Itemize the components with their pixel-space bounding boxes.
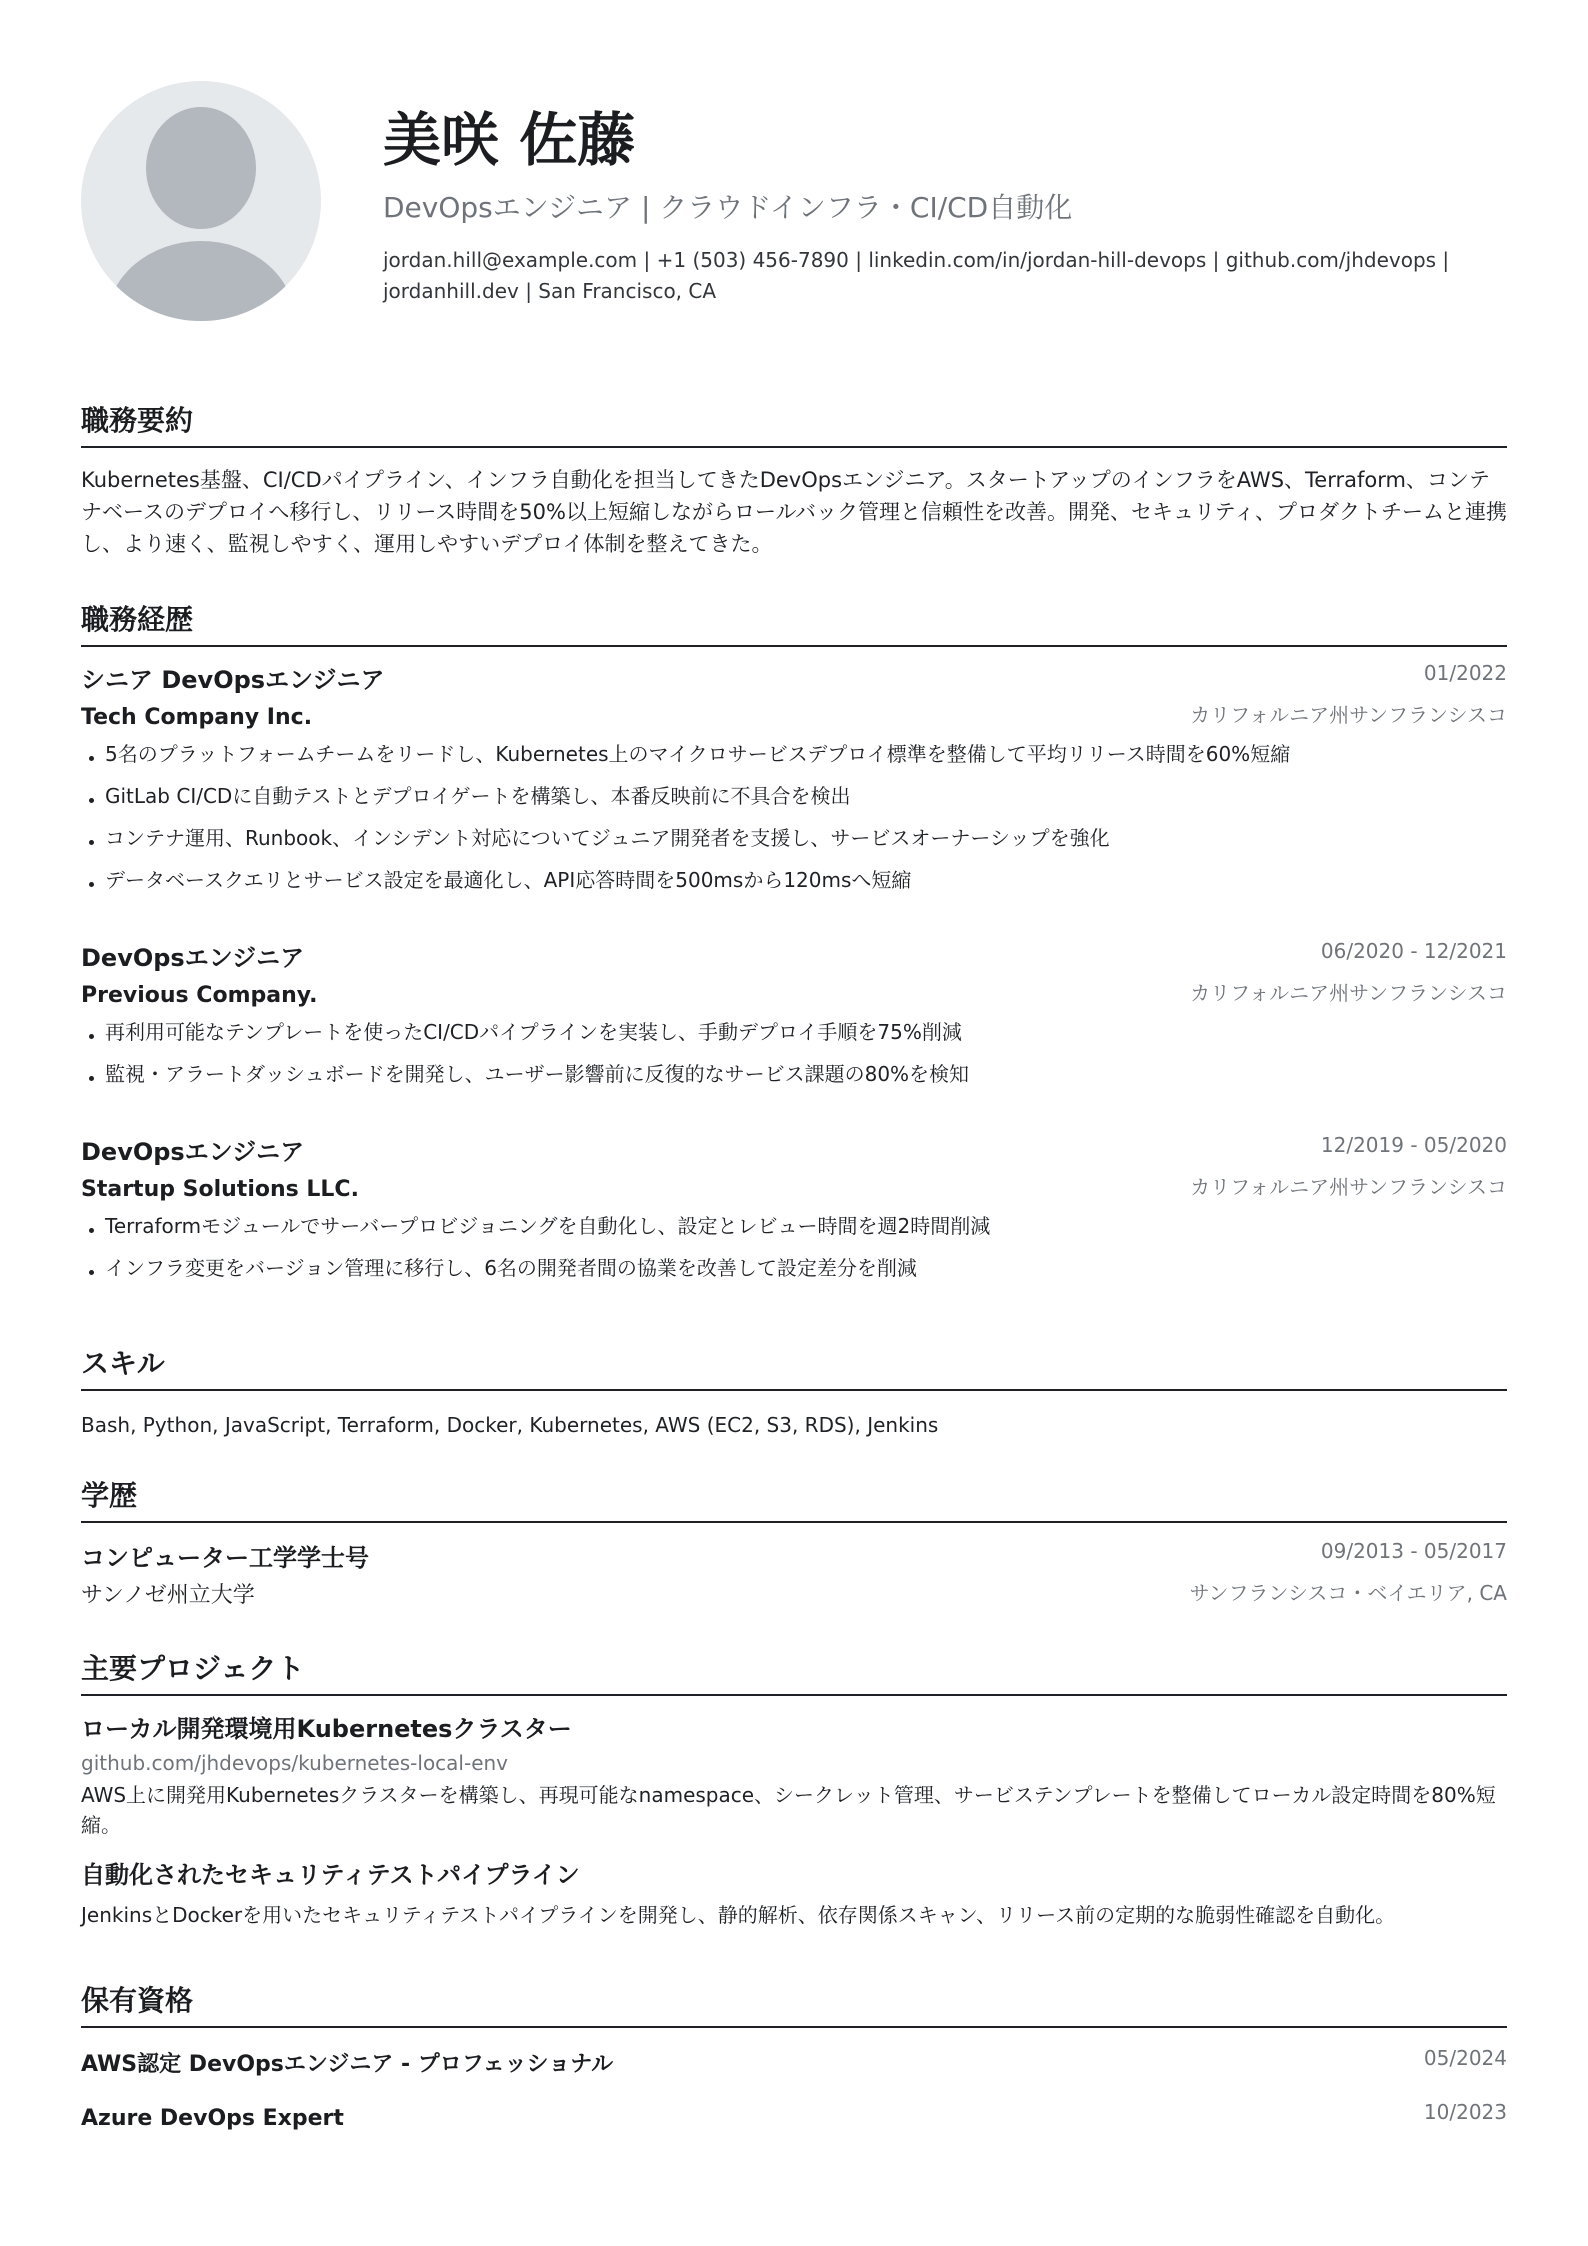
job-bullet: 再利用可能なテンプレートを使ったCI/CDパイプラインを実装し、手動デプロイ手順を75%削減 — [81, 1017, 1507, 1047]
job-bullet: GitLab CI/CDに自動テストとデプロイゲートを構築し、本番反映前に不具合を検出 — [81, 781, 1507, 811]
avatar-body-shape — [107, 241, 295, 321]
candidate-tagline: DevOpsエンジニア | クラウドインフラ・CI/CD自動化 — [383, 191, 1073, 224]
job-company: Startup Solutions LLC. — [81, 1177, 359, 1202]
section-title: スキル — [81, 1345, 1507, 1391]
job-entry — [81, 1133, 1507, 1283]
job-role: DevOpsエンジニア — [81, 1138, 305, 1166]
education-date: 09/2013 - 05/2017 — [1320, 1539, 1507, 1563]
section-title: 職務経歴 — [81, 601, 1507, 647]
job-bullet: Terraformモジュールでサーバープロビジョニングを自動化し、設定とレビュー時間を週2時間削減 — [81, 1211, 1507, 1241]
job-date: 12/2019 - 05/2020 — [1320, 1133, 1507, 1157]
job-bullet: コンテナ運用、Runbook、インシデント対応についてジュニア開発者を支援し、サービスオーナーシップを強化 — [81, 823, 1507, 853]
job-location: カリフォルニア州サンフランシスコ — [1190, 703, 1507, 727]
section-title: 保有資格 — [81, 1982, 1507, 2028]
job-company: Tech Company Inc. — [81, 705, 313, 730]
job-entry — [81, 939, 1507, 1089]
project-title: 自動化されたセキュリティテストパイプライン — [81, 1861, 580, 1889]
section-title: 主要プロジェクト — [81, 1650, 1507, 1696]
skills-text: Bash, Python, JavaScript, Terraform, Docker, Kubernetes, AWS (EC2, S3, RDS), Jenkins — [81, 1413, 939, 1437]
project-entry — [81, 1710, 1507, 1840]
experience-section — [81, 601, 1507, 1283]
certifications-section — [81, 1982, 1507, 2138]
project-title: ローカル開発環境用Kubernetesクラスター — [81, 1715, 572, 1743]
contact-info: jordan.hill@example.com | +1 (503) 456-7890 | linkedin.com/in/jordan-hill-devops | github.com/jhdevops | jordanhill.dev | San Francisco, CA — [383, 248, 1450, 303]
summary-section — [81, 402, 1507, 560]
project-description: AWS上に開発用Kubernetesクラスターを構築し、再現可能なnamespace、シークレット管理、サービステンプレートを整備してローカル設定時間を80%短縮。 — [81, 1783, 1496, 1837]
education-location: サンフランシスコ・ベイエリア, CA — [1189, 1581, 1507, 1605]
project-link[interactable]: github.com/jhdevops/kubernetes-local-env — [81, 1751, 509, 1775]
certification-item — [81, 2100, 1507, 2138]
job-date: 01/2022 — [1423, 661, 1507, 685]
section-title: 学歴 — [81, 1477, 1507, 1523]
job-entry — [81, 661, 1507, 895]
projects-section — [81, 1650, 1507, 1930]
education-section — [81, 1477, 1507, 1615]
degree: コンピューター工学学士号 — [81, 1544, 369, 1572]
school-name: サンノゼ州立大学 — [81, 1583, 255, 1608]
job-date: 06/2020 - 12/2021 — [1320, 939, 1507, 963]
job-location: カリフォルニア州サンフランシスコ — [1190, 981, 1507, 1005]
job-bullet: インフラ変更をバージョン管理に移行し、6名の開発者間の協業を改善して設定差分を削減 — [81, 1253, 1507, 1283]
job-company: Previous Company. — [81, 983, 318, 1008]
certification-name: Azure DevOps Expert — [81, 2106, 344, 2131]
avatar — [81, 81, 321, 321]
job-role: DevOpsエンジニア — [81, 944, 305, 972]
project-entry — [81, 1856, 1507, 1930]
certification-date: 05/2024 — [1423, 2046, 1507, 2070]
education-entry — [81, 1539, 1507, 1615]
summary-text: Kubernetes基盤、CI/CDパイプライン、インフラ自動化を担当してきたDevOpsエンジニア。スタートアップのインフラをAWS、Terraform、コンテナベースのデプロイへ移行し、リリース時間を50%以上短縮しながらロールバック管理と信頼性を改善。開発、セキュリティ、プロダクトチームと連携し、より速く、監視しやすく、運用しやすいデプロイ体制を整えてきた。 — [81, 468, 1507, 556]
resume-header — [81, 0, 1507, 370]
certification-item — [81, 2046, 1507, 2084]
certification-date: 10/2023 — [1423, 2100, 1507, 2124]
certification-name: AWS認定 DevOpsエンジニア - プロフェッショナル — [81, 2052, 614, 2077]
job-role: シニア DevOpsエンジニア — [81, 666, 385, 694]
skills-section — [81, 1345, 1507, 1441]
section-title: 職務要約 — [81, 402, 1507, 448]
job-bullet: 監視・アラートダッシュボードを開発し、ユーザー影響前に反復的なサービス課題の80%を検知 — [81, 1059, 1507, 1089]
job-location: カリフォルニア州サンフランシスコ — [1190, 1175, 1507, 1199]
project-description: JenkinsとDockerを用いたセキュリティテストパイプラインを開発し、静的解析、依存関係スキャン、リリース前の定期的な脆弱性確認を自動化。 — [81, 1903, 1396, 1927]
job-bullet: 5名のプラットフォームチームをリードし、Kubernetes上のマイクロサービスデプロイ標準を整備して平均リリース時間を60%短縮 — [81, 739, 1507, 769]
avatar-head-shape — [146, 107, 256, 229]
candidate-name: 美咲 佐藤 — [383, 106, 636, 174]
job-bullet: データベースクエリとサービス設定を最適化し、API応答時間を500msから120msへ短縮 — [81, 865, 1507, 895]
